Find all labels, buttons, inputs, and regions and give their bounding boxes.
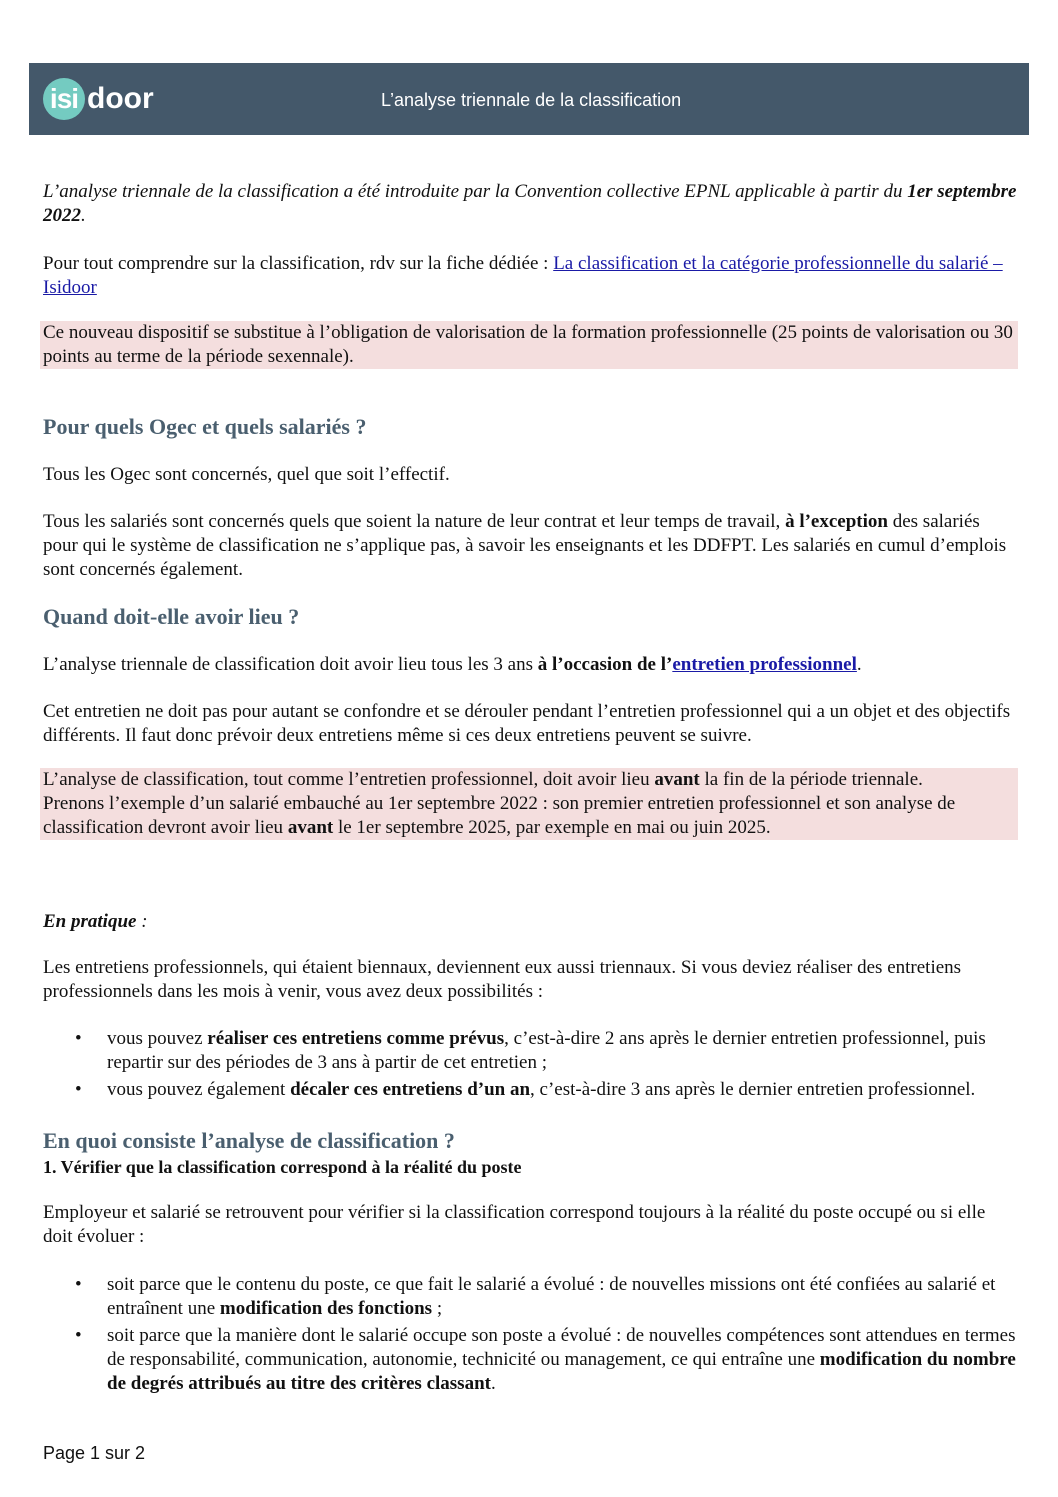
list-item-text: vous pouvez xyxy=(107,1028,208,1049)
section1-paragraph-1: Tous les Ogec sont concernés, quel que soit l’effectif. xyxy=(43,464,450,485)
section2-p1-text: L’analyse triennale de classification doit avoir lieu tous les 3 ans xyxy=(43,654,538,675)
document-header xyxy=(29,63,1029,135)
intro-text: L’analyse triennale de la classification a été introduite par la Convention collective EPNL applicable à partir du xyxy=(43,181,908,202)
list-item-text: soit parce que le contenu du poste, ce que fait le salarié a évolué : de nouvelles missions ont été confiées au salarié et entraînent une xyxy=(107,1274,996,1319)
section1-paragraph-2 xyxy=(43,510,1018,582)
section1-p2-text-b: des salariés pour qui le système de classification ne s’applique pas, à savoir les enseignants et les DDFPT. Les salariés en cumul d’emplois sont concernés également. xyxy=(43,511,1007,580)
intro-link-paragraph xyxy=(43,252,1018,300)
logo-wordmark: door xyxy=(87,82,154,115)
list-item-text: vous pouvez également xyxy=(107,1079,291,1100)
highlight-2-bold-b: avant xyxy=(287,817,334,838)
highlight-2-text-a: L’analyse de classification, tout comme l’entretien professionnel, doit avoir lieu xyxy=(43,769,655,790)
list-item-text: ; xyxy=(432,1298,443,1319)
section3-paragraph: Employeur et salarié se retrouvent pour vérifier si la classification correspond toujours à la réalité du poste occupé ou si elle doit évoluer : xyxy=(43,1202,986,1247)
en-pratique-title: En pratique xyxy=(43,911,137,932)
list-item-text: soit parce que la manière dont le salarié occupe son poste a évolué : de nouvelles compétences sont attendues en termes de responsabilité, communication, autonomie, technicité ou management, ce qui entraîne une xyxy=(107,1325,1016,1370)
list-item-bold: réaliser ces entretiens comme prévus xyxy=(207,1028,505,1049)
page-number: Page 1 sur 2 xyxy=(43,1443,146,1463)
highlight-2-line-2 xyxy=(43,792,1018,840)
logo-circle: isi xyxy=(43,78,85,120)
intro-date: 1er septembre 2022 xyxy=(43,181,1017,226)
highlight-2-text-c: Prenons l’exemple d’un salarié embauché au 1er septembre 2022 : son premier entretien professionnel et son analyse de classification devront avoir lieu xyxy=(43,793,956,838)
list-item-text: . xyxy=(490,1373,496,1394)
list-item xyxy=(43,1027,1018,1075)
list-item-text: , c’est-à-dire 3 ans après le dernier entretien professionnel. xyxy=(530,1079,976,1100)
en-pratique-colon: : xyxy=(136,911,148,932)
list-item-bold: modification des fonctions xyxy=(219,1298,433,1319)
section2-paragraph-1 xyxy=(43,653,1018,677)
en-pratique-label xyxy=(43,910,1018,934)
pratique-paragraph: Les entretiens professionnels, qui étaient biennaux, deviennent eux aussi triennaux. Si vous deviez réaliser des entretiens professionnels dans les mois à venir, vous avez deux possibilités : xyxy=(43,957,962,1002)
highlight-box-1 xyxy=(40,321,1018,369)
intro-link-text: Pour tout comprendre sur la classification, rdv sur la fiche dédiée : xyxy=(43,253,554,274)
list-item xyxy=(43,1324,1018,1396)
section-heading-1: Pour quels Ogec et quels salariés ? xyxy=(43,414,367,439)
section2-p1-bold: à l’occasion de l’ xyxy=(537,654,673,675)
list-item-text: , c’est-à-dire 2 ans après le dernier entretien professionnel, puis repartir sur des périodes de 3 ans à partir de cet entretien ; xyxy=(107,1028,986,1073)
section3-subheading: 1. Vérifier que la classification correspond à la réalité du poste xyxy=(43,1157,522,1177)
highlight-2-bold-a: avant xyxy=(654,769,700,790)
highlight-text-1: Ce nouveau dispositif se substitue à l’obligation de valorisation de la formation professionnelle (25 points de valorisation ou 30 points au terme de la période sexennale). xyxy=(43,322,1013,367)
entretien-professionnel-link[interactable]: entretien professionnel xyxy=(672,654,857,675)
section1-p2-bold: à l’exception xyxy=(785,511,888,532)
section2-p1-end: . xyxy=(856,654,862,675)
pratique-list xyxy=(43,1027,1018,1102)
classification-link[interactable]: La classification et la catégorie professionnelle du salarié – Isidoor xyxy=(43,253,1003,298)
list-item xyxy=(43,1273,1018,1321)
list-item xyxy=(43,1078,1018,1102)
section1-p2-text-a: Tous les salariés sont concernés quels que soient la nature de leur contrat et leur temps de travail, xyxy=(43,511,786,532)
section3-list xyxy=(43,1273,1018,1396)
section-heading-3: En quoi consiste l’analyse de classification ? xyxy=(43,1128,455,1153)
highlight-2-text-b: la fin de la période triennale. xyxy=(699,769,923,790)
list-item-bold: décaler ces entretiens d’un an xyxy=(290,1079,531,1100)
header-title: L’analyse triennale de la classification xyxy=(381,90,682,110)
section2-paragraph-2: Cet entretien ne doit pas pour autant se confondre et se dérouler pendant l’entretien professionnel qui a un objet et des objectifs différents. Il faut donc prévoir deux entretiens même si ces deux entretiens peuvent se suivre. xyxy=(43,701,1011,746)
highlight-2-line-1 xyxy=(43,768,1018,792)
intro-end: . xyxy=(81,205,86,226)
list-item-bold: modification du nombre de degrés attribués au titre des critères classant xyxy=(107,1349,1016,1394)
isidoor-logo xyxy=(43,79,154,119)
intro-paragraph xyxy=(43,180,1018,228)
section-heading-2: Quand doit-elle avoir lieu ? xyxy=(43,604,300,629)
highlight-2-text-d: le 1er septembre 2025, par exemple en mai ou juin 2025. xyxy=(333,817,771,838)
highlight-box-2 xyxy=(40,768,1018,840)
